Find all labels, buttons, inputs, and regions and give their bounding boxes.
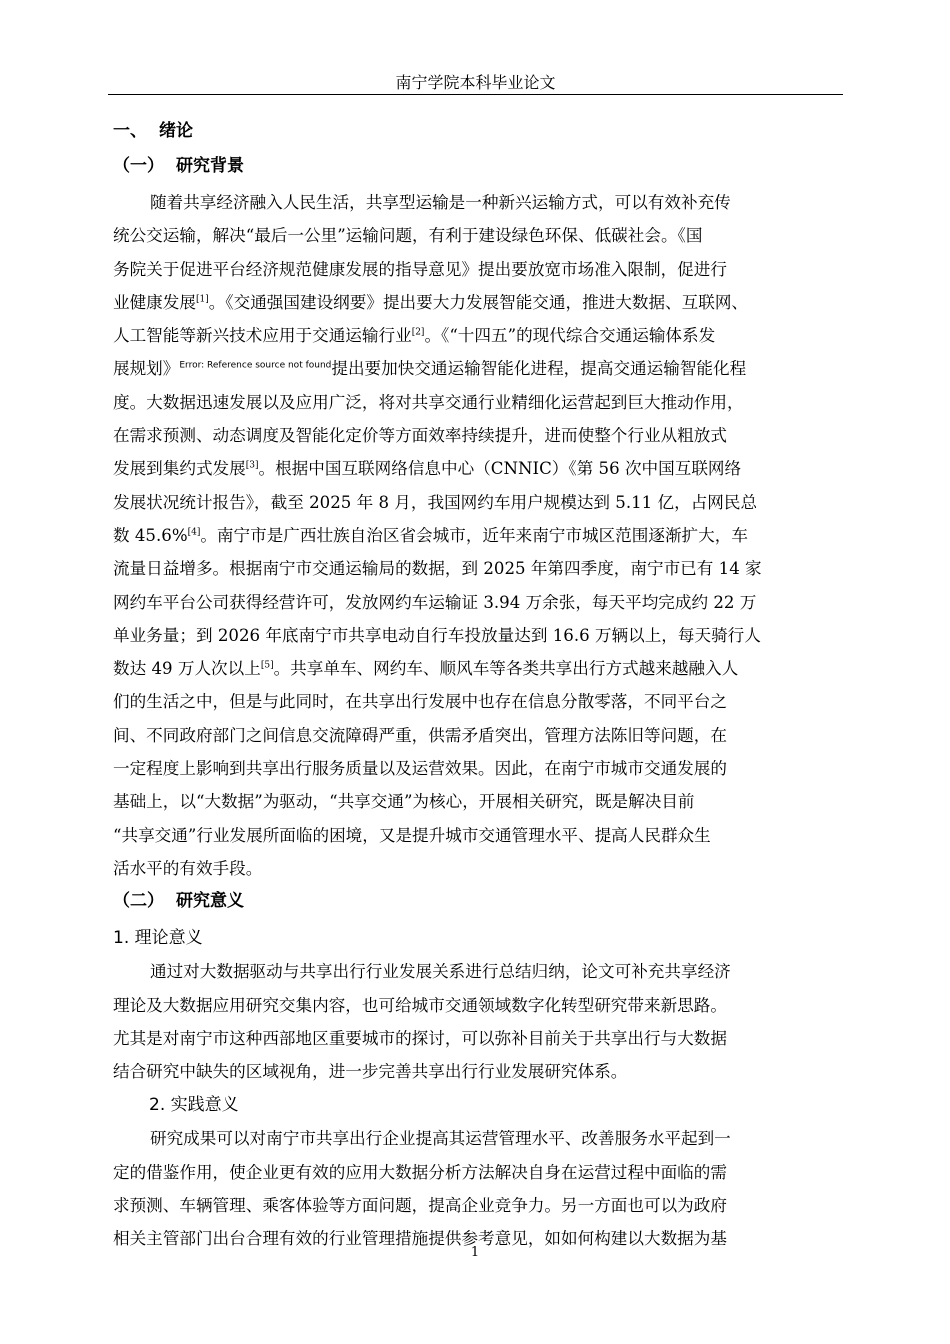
text-line: 随着共享经济融入人民生活，共享型运输是一种新兴运输方式，可以有效补充传: [150, 193, 731, 212]
text-line: 数达 49 万人次以上[5]。共享单车、网约车、顺风车等各类共享出行方式越来越融入人: [113, 659, 739, 679]
paragraph-practice: [113, 1122, 828, 1255]
text-line: 求预测、车辆管理、乘客体验等方面问题，提高企业竞争力。另一方面也可以为政府: [113, 1196, 727, 1216]
subsubsection-title: 理论意义: [134, 928, 203, 949]
text-line: 尤其是对南宁市这种西部地区重要城市的探讨，可以弥补目前关于共享出行与大数据: [113, 1028, 727, 1048]
text-line: 网约车平台公司获得经营许可，发放网约车运输证 3.94 万余张，每天平均完成约 22 万: [113, 592, 757, 612]
text-line: 发展到集约式发展[3]。根据中国互联网络信息中心（CNNIC）《第 56 次中国互联网络: [113, 459, 742, 479]
subsection-number: （二）: [113, 891, 164, 912]
citation-3: [3]: [245, 460, 259, 471]
subsection-heading-significance: [113, 885, 828, 917]
subsection-heading-background: [113, 150, 828, 182]
text-line: 研究成果可以对南宁市共享出行企业提高其运营管理水平、改善服务水平起到一: [150, 1129, 731, 1149]
text-line: 一定程度上影响到共享出行服务质量以及运营效果。因此，在南宁市城市交通发展的: [113, 759, 727, 779]
paragraph-theory: [113, 955, 828, 1088]
text-line: 基础上，以“大数据”为驱动，“共享交通”为核心，开展相关研究，既是解决目前: [113, 792, 695, 812]
subsubsection-number: 2.: [149, 1095, 166, 1116]
subsubsection-number: 1.: [113, 928, 130, 949]
text-line: 发展状况统计报告》，截至 2025 年 8 月，我国网约车用户规模达到 5.11 亿，占网民总: [113, 492, 758, 512]
text-line: 业健康发展[1]。《交通强国建设纲要》提出要大力发展智能交通，推进大数据、互联网、: [113, 292, 749, 312]
text-line: 在需求预测、动态调度及智能化定价等方面效率持续提升，进而使整个行业从粗放式: [113, 426, 727, 446]
text-line: 理论及大数据应用研究交集内容，也可给城市交通领域数字化转型研究带来新思路。: [113, 995, 727, 1015]
text-line: 展规划》$^{Error: Reference source not found}$提出要加快交通运输智能化进程，提高交通运输智能化程: [113, 359, 747, 379]
citation-4: [4]: [187, 527, 201, 538]
subsubsection-heading-theory: [113, 921, 828, 955]
page-body: [113, 116, 828, 1256]
citation-5: [5]: [260, 660, 274, 671]
text-line: 通过对大数据驱动与共享出行行业发展关系进行总结归纳，论文可补充共享经济: [150, 962, 731, 982]
text-line: 单业务量；到 2026 年底南宁市共享电动自行车投放量达到 16.6 万辆以上，每天骑行人: [113, 625, 761, 645]
text-line: 结合研究中缺失的区域视角，进一步完善共享出行行业发展研究体系。: [113, 1062, 628, 1082]
subsubsection-heading-practice: [113, 1088, 828, 1122]
text-line: 定的借鉴作用，使企业更有效的应用大数据分析方法解决自身在运营过程中面临的需: [113, 1162, 727, 1182]
text-line: 务院关于促进平台经济规范健康发展的指导意见》提出要放宽市场准入限制，促进行: [113, 259, 727, 279]
section-title: 绪论: [159, 121, 193, 141]
text-line: “共享交通”行业发展所面临的困境，又是提升城市交通管理水平、提高人民群众生: [113, 825, 711, 845]
subsection-title: 研究背景: [176, 156, 244, 176]
header-rule: [108, 94, 843, 95]
running-header: 南宁学院本科毕业论文: [395, 73, 556, 92]
text-line: 流量日益增多。根据南宁市交通运输局的数据，到 2025 年第四季度，南宁市已有 14 家: [113, 559, 762, 579]
text-line: 间、不同政府部门之间信息交流障碍严重，供需矛盾突出，管理方法陈旧等问题，在: [113, 725, 727, 745]
text-line: 人工智能等新兴技术应用于交通运输行业[2]。《“十四五”的现代综合交通运输体系发: [113, 326, 716, 346]
text-line: 度。大数据迅速发展以及应用广泛，将对共享交通行业精细化运营起到巨大推动作用，: [113, 392, 744, 412]
text-line: 统公交运输，解决“最后一公里”运输问题，有利于建设绿色环保、低碳社会。《国: [113, 226, 703, 246]
section-number: 一、: [113, 121, 147, 141]
text-line: 数 45.6%[4]。南宁市是广西壮族自治区省会城市，近年来南宁市城区范围逐渐扩大，车: [113, 525, 748, 545]
citation-1: [1]: [195, 294, 209, 305]
text-line: 们的生活之中，但是与此同时，在共享出行发展中也存在信息分散零落，不同平台之: [113, 692, 727, 712]
citation-2: [2]: [411, 327, 425, 338]
text-line: 相关主管部门出台合理有效的行业管理措施提供参考意见，如如何构建以大数据为基: [113, 1229, 727, 1249]
subsection-title: 研究意义: [176, 891, 244, 912]
paragraph-background: [113, 186, 828, 885]
subsubsection-title: 实践意义: [170, 1095, 239, 1116]
section-heading-introduction: [113, 116, 828, 146]
subsection-number: （一）: [113, 156, 164, 176]
page-number: 1: [470, 1245, 480, 1260]
text-line: 活水平的有效手段。: [113, 858, 263, 878]
reference-error: Error: Reference source not found: [179, 360, 332, 371]
